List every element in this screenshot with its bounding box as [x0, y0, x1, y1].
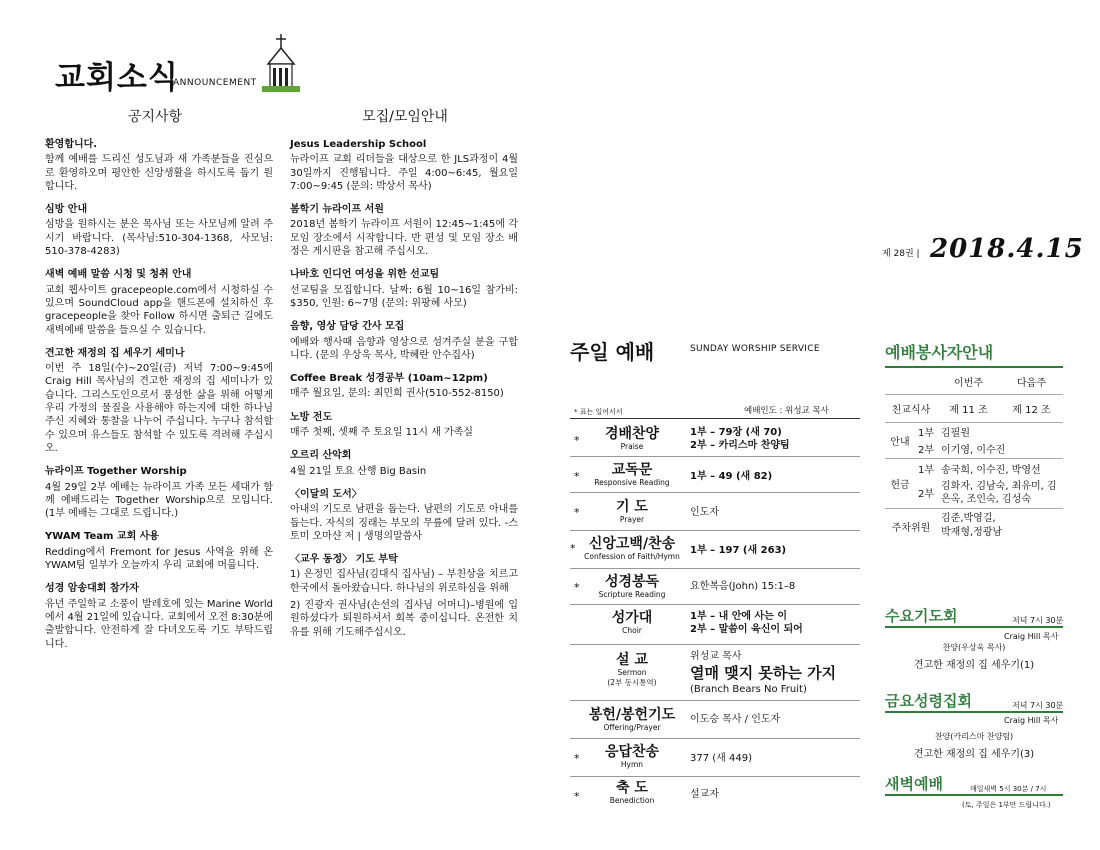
recruit-section: 봄학기 뉴라이프 서원 2018년 봄학기 뉴라이프 서원이 12:45~1:45에 각 모임 장소에서 시작합니다. 반 편성 및 모임 장소 배정은 게시판을 참고해 주십시오.	[290, 204, 518, 258]
notice-section: 성경 암송대회 참가자 유년 주일학교 소풍이 발레호에 있는 Marine World 에서 4월 21일에 있습니다. 교회에서 오전 8:30분에 출발합니다. 안전하게 잘 다녀오도록 기도 부탁드립니다.	[45, 583, 274, 650]
volunteer-table: 이번주 다음주 친교식사 제 11 조 제 12 조 안내 1부 김필원 2부 이기영, 이수진 헌금 1부 송국희, 이수진, 박영선 2부 김화자, 김남숙, 최유미, 김은옥, 조인숙, 김성숙 주차위원 김준,박영길, 박재형,정광남	[885, 370, 1063, 544]
recruit-heading: 모집/모임안내	[362, 109, 448, 125]
worship-row: * 경배찬양 Praise 1부 – 79장 (새 70) 2부 – 카리스마 찬양팀	[570, 420, 860, 457]
notice-section: 새벽 예배 말씀 시청 및 청취 안내 교회 웹사이트 gracepeople.com에서 시청하실 수 있으며 SoundCloud app을 핸드폰에 설치하신 후 gracepeople을 찾아 Follow 하시면 출퇴근 길에도 새벽예배 말씀을 들으실 수 있습니다.	[45, 269, 273, 336]
worship-row: * 신앙고백/찬송 Confession of Faith/Hymn 1부 – 197 (새 263)	[570, 530, 860, 569]
divider	[885, 366, 1063, 368]
church-icon	[262, 34, 300, 92]
recruit-section: 음향, 영상 담당 간사 모집 예배와 행사때 음향과 영상으로 섬겨주실 분을 구합니다. (문의 우상욱 목사, 박혜란 안수집사)	[290, 321, 518, 361]
friday-title: 금요성령집회	[885, 692, 972, 710]
dawn-title: 새벽예배	[885, 775, 943, 793]
volunteer-title: 예배봉사자안내	[885, 343, 994, 362]
worship-row: * 축 도 Benediction 설교자	[574, 780, 719, 805]
recruit-section: Coffee Break 성경공부 (10am~12pm) 매주 월요일, 문의: 최민희 권사(510-552-8150)	[290, 373, 504, 400]
recruit-column	[290, 138, 518, 649]
divider	[570, 418, 860, 419]
wednesday-title: 수요기도회	[885, 607, 958, 625]
standing-note: * 표는 일어서서	[574, 408, 623, 416]
wednesday-praise: 찬양(우상욱 목사)	[942, 643, 1006, 652]
divider	[885, 794, 1063, 796]
recruit-section: 오르리 산악회 4월 21일 토요 산행 Big Basin	[290, 450, 427, 477]
divider	[885, 626, 1063, 628]
notice-column	[45, 138, 273, 661]
notice-section: 심방 안내 심방을 원하시는 분은 목사님 또는 사모님께 알려 주시기 바랍니다. (목사님:510-304-1368, 사모님: 510-378-4283)	[45, 204, 273, 258]
wednesday-topic: 견고한 재정의 집 세우기(1)	[913, 660, 1035, 671]
worship-subtitle: SUNDAY WORSHIP SERVICE	[690, 344, 820, 354]
recruit-section: 〈이달의 도서〉 아내의 기도로 남편을 돕는다. 남편의 기도로 아내를 돕는다. 자식의 징래는 부모의 무릎에 달려 있다. -스토미 오마샨 저 | 생명의말씀사	[290, 488, 518, 542]
worship-row: 봉헌/봉헌기도 Offering/Prayer 이도승 목사 / 인도자	[570, 700, 860, 739]
bulletin-date: 2018.4.15	[930, 234, 1084, 264]
worship-row: * 교독문 Responsive Reading 1부 – 49 (새 82)	[570, 456, 860, 493]
notice-section: YWAM Team 교회 사용 Redding에서 Fremont for Jesus 사역을 위해 온 YWAM팀 일부가 오늘까지 우리 교회에 머뭅니다.	[45, 531, 273, 572]
worship-row: * 응답찬송 Hymn 377 (새 449)	[570, 738, 860, 777]
recruit-section: 나바호 인디언 여성을 위한 선교팀 선교팀을 모집합니다. 날짜: 6월 10~16일 참가비: $350, 인원: 6~7명 (문의: 위팡혜 사모)	[290, 269, 518, 309]
page-title: 교회소식	[55, 60, 179, 96]
notice-section: 뉴라이프 Together Worship 4월 29일 2부 예배는 뉴라이프 가족 모든 세대가 함께 예배드리는 Together Worship으로 모입니다. (1부 예배는 그대로 드립니다.)	[45, 466, 273, 520]
friday-time: 저녁 7시 30분	[1012, 701, 1064, 710]
worship-row: * 기 도 Prayer 인도자	[570, 492, 860, 531]
friday-praise: 찬양(카리스마 찬양팀)	[934, 732, 1014, 741]
worship-row: 설 교 Sermon (2부 동시통역) 위성교 목사 열매 맺지 못하는 가지 (Branch Bears No Fruit)	[570, 644, 860, 701]
wednesday-speaker: Craig Hill 목사	[1004, 632, 1059, 641]
notice-heading: 공지사항	[127, 109, 183, 125]
page-subtitle: ANNOUNCEMENT	[173, 78, 257, 88]
friday-topic: 견고한 재정의 집 세우기(3)	[913, 749, 1035, 760]
volume-label: 제 28권 |	[882, 249, 920, 259]
friday-speaker: Craig Hill 목사	[1004, 716, 1059, 725]
divider	[885, 711, 1063, 713]
notice-section: 견고한 재정의 집 세우기 세미나 이번 주 18일(수)~20일(금) 저녁 7:00~9:45에 Craig Hill 목사님의 견고한 재정의 집 세미나가 있습니다. 그리스도인으로서 풍성한 삶을 위해 어떻게 우리 가정의 물질을 사용해야 하는지에 대한 하나님 주신 지혜와 통찰을 나누어 주십니다. 누구나 참석할 수 있으며 유스들도 참석할 수 있도록 격려해 주십시오.	[45, 347, 273, 454]
dawn-note: (토, 주일은 1부만 드립니다.)	[962, 801, 1051, 809]
recruit-section: 노방 전도 매주 첫째, 셋째 주 토요일 11시 새 가족실	[290, 411, 474, 439]
worship-title: 주일 예배	[570, 340, 655, 364]
worship-leader: 예배인도 : 위성교 목사	[744, 406, 829, 416]
recruit-section: Jesus Leadership School 뉴라이프 교회 리더들을 대상으로 한 JLS과정이 4월 30일까지 진행됩니다. 주일 4:00~6:45, 월요일 7:00~9:45 (문의: 박상서 목사)	[290, 139, 518, 192]
dawn-time: 매일새벽 5시 30분 / 7시	[970, 785, 1047, 793]
worship-row: * 성경봉독 Scripture Reading 요한복음(John) 15:1–8	[570, 568, 860, 605]
recruit-section: 2) 진광자 권사님(손선의 집사님 어머니)–병원에 입원하셨다가 퇴원하셔서 회복 중이십니다. 온전한 치유를 위해 기도해주십시오.	[290, 600, 518, 638]
notice-section: 환영합니다. 함께 예배를 드리신 성도님과 새 가족분들을 진심으로 환영하오며 평안한 신앙생활을 하시도록 돕기 원합니다.	[45, 139, 273, 192]
wednesday-time: 저녁 7시 30분	[1012, 616, 1064, 625]
recruit-section: 〈교우 동정〉 기도 부탁 1) 은정민 집사님(김대식 집사님) – 부친상을 치르고 한국에서 돌아왔습니다. 하나님의 위로하심을 위해	[290, 554, 518, 594]
worship-row: 성가대 Choir 1부 – 내 안에 사는 이 2부 – 말씀이 육신이 되어	[570, 604, 860, 645]
